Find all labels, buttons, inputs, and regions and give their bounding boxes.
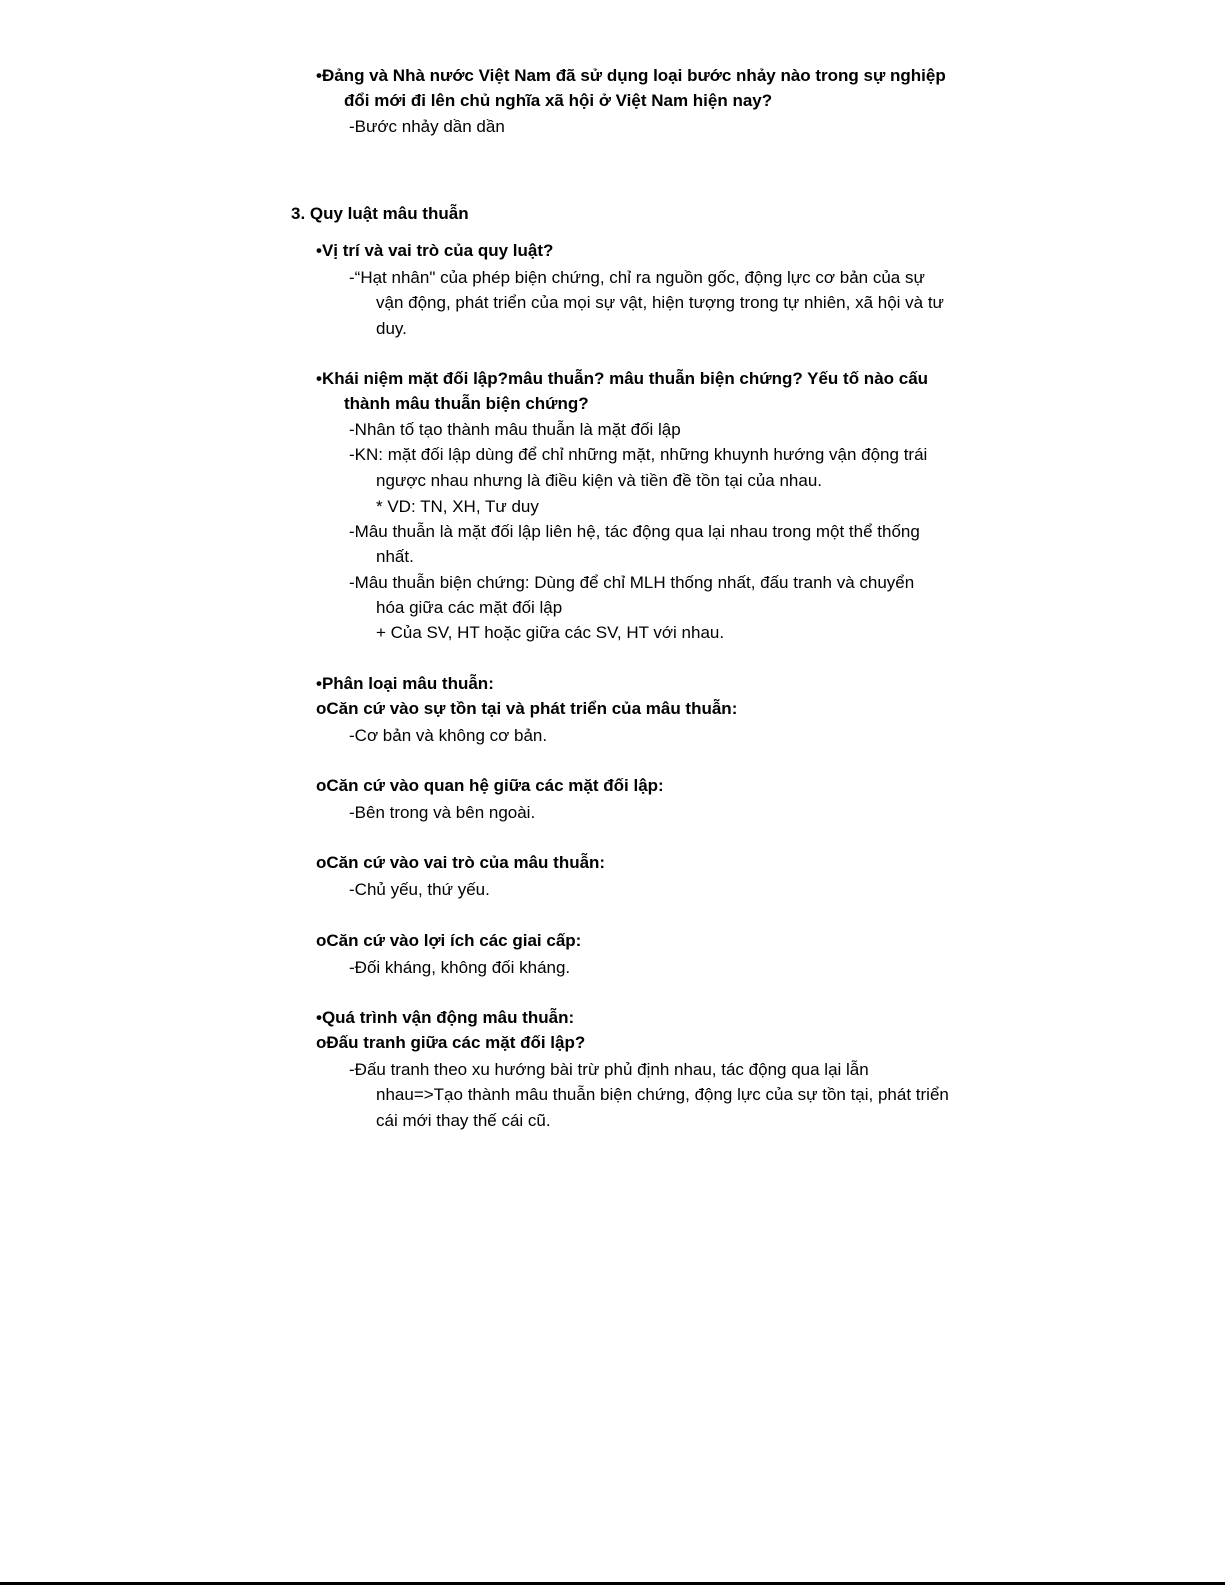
process-title: •Quá trình vận động mâu thuẫn: xyxy=(316,1008,575,1027)
concepts-line-1: -Nhân tố tạo thành mâu thuẫn là mặt đối lập xyxy=(349,420,681,439)
section-heading: 3. Quy luật mâu thuẫn xyxy=(291,204,469,223)
role-title: •Vị trí và vai trò của quy luật? xyxy=(316,241,554,260)
criterion-2-title: oCăn cứ vào quan hệ giữa các mặt đối lập: xyxy=(316,776,664,795)
concepts-title-line-2: thành mâu thuẫn biện chứng? xyxy=(344,394,589,413)
process-answer-line-2: nhau=>Tạo thành mâu thuẫn biện chứng, động lực của sự tồn tại, phát triển xyxy=(376,1085,949,1104)
concepts-line-4: * VD: TN, XH, Tư duy xyxy=(376,497,539,516)
criterion-3-title: oCăn cứ vào vai trò của mâu thuẫn: xyxy=(316,853,606,872)
criterion-1-title: oCăn cứ vào sự tồn tại và phát triển của mâu thuẫn: xyxy=(316,699,738,718)
concepts-line-5: -Mâu thuẫn là mặt đối lập liên hệ, tác động qua lại nhau trong một thể thống xyxy=(349,522,920,541)
criterion-1-answer: -Cơ bản và không cơ bản. xyxy=(349,726,548,745)
criterion-3-answer: -Chủ yếu, thứ yếu. xyxy=(349,880,490,899)
question-title-line-2: đổi mới đi lên chủ nghĩa xã hội ở Việt Nam hiện nay? xyxy=(344,91,773,110)
concepts-line-9: + Của SV, HT hoặc giữa các SV, HT với nhau. xyxy=(376,623,725,642)
concepts-line-2: -KN: mặt đối lập dùng để chỉ những mặt, những khuynh hướng vận động trái xyxy=(349,445,928,464)
process-answer-line-3: cái mới thay thế cái cũ. xyxy=(376,1111,551,1130)
process-subtitle: oĐấu tranh giữa các mặt đối lập? xyxy=(316,1033,586,1052)
concepts-line-6: nhất. xyxy=(376,547,414,566)
role-answer-line-1: -“Hạt nhân" của phép biện chứng, chỉ ra nguồn gốc, động lực cơ bản của sự xyxy=(349,268,925,287)
criterion-4-title: oCăn cứ vào lợi ích các giai cấp: xyxy=(316,931,582,950)
concepts-line-3: ngược nhau nhưng là điều kiện và tiền đề tồn tại của nhau. xyxy=(376,471,823,490)
concepts-line-7: -Mâu thuẫn biện chứng: Dùng để chỉ MLH thống nhất, đấu tranh và chuyển xyxy=(349,573,915,592)
criterion-2-answer: -Bên trong và bên ngoài. xyxy=(349,803,536,822)
role-answer-line-3: duy. xyxy=(376,319,407,338)
question-answer: -Bước nhảy dần dần xyxy=(349,117,505,136)
classification-title: •Phân loại mâu thuẫn: xyxy=(316,674,494,693)
concepts-line-8: hóa giữa các mặt đối lập xyxy=(376,598,563,617)
concepts-title-line-1: •Khái niệm mặt đối lập?mâu thuẫn? mâu thuẫn biện chứng? Yếu tố nào cấu xyxy=(316,369,929,388)
question-title-line-1: •Đảng và Nhà nước Việt Nam đã sử dụng loại bước nhảy nào trong sự nghiệp xyxy=(316,66,946,85)
process-answer-line-1: -Đấu tranh theo xu hướng bài trừ phủ định nhau, tác động qua lại lẫn xyxy=(349,1060,869,1079)
criterion-4-answer: -Đối kháng, không đối kháng. xyxy=(349,958,571,977)
role-answer-line-2: vận động, phát triển của mọi sự vật, hiện tượng trong tự nhiên, xã hội và tư xyxy=(376,293,944,312)
